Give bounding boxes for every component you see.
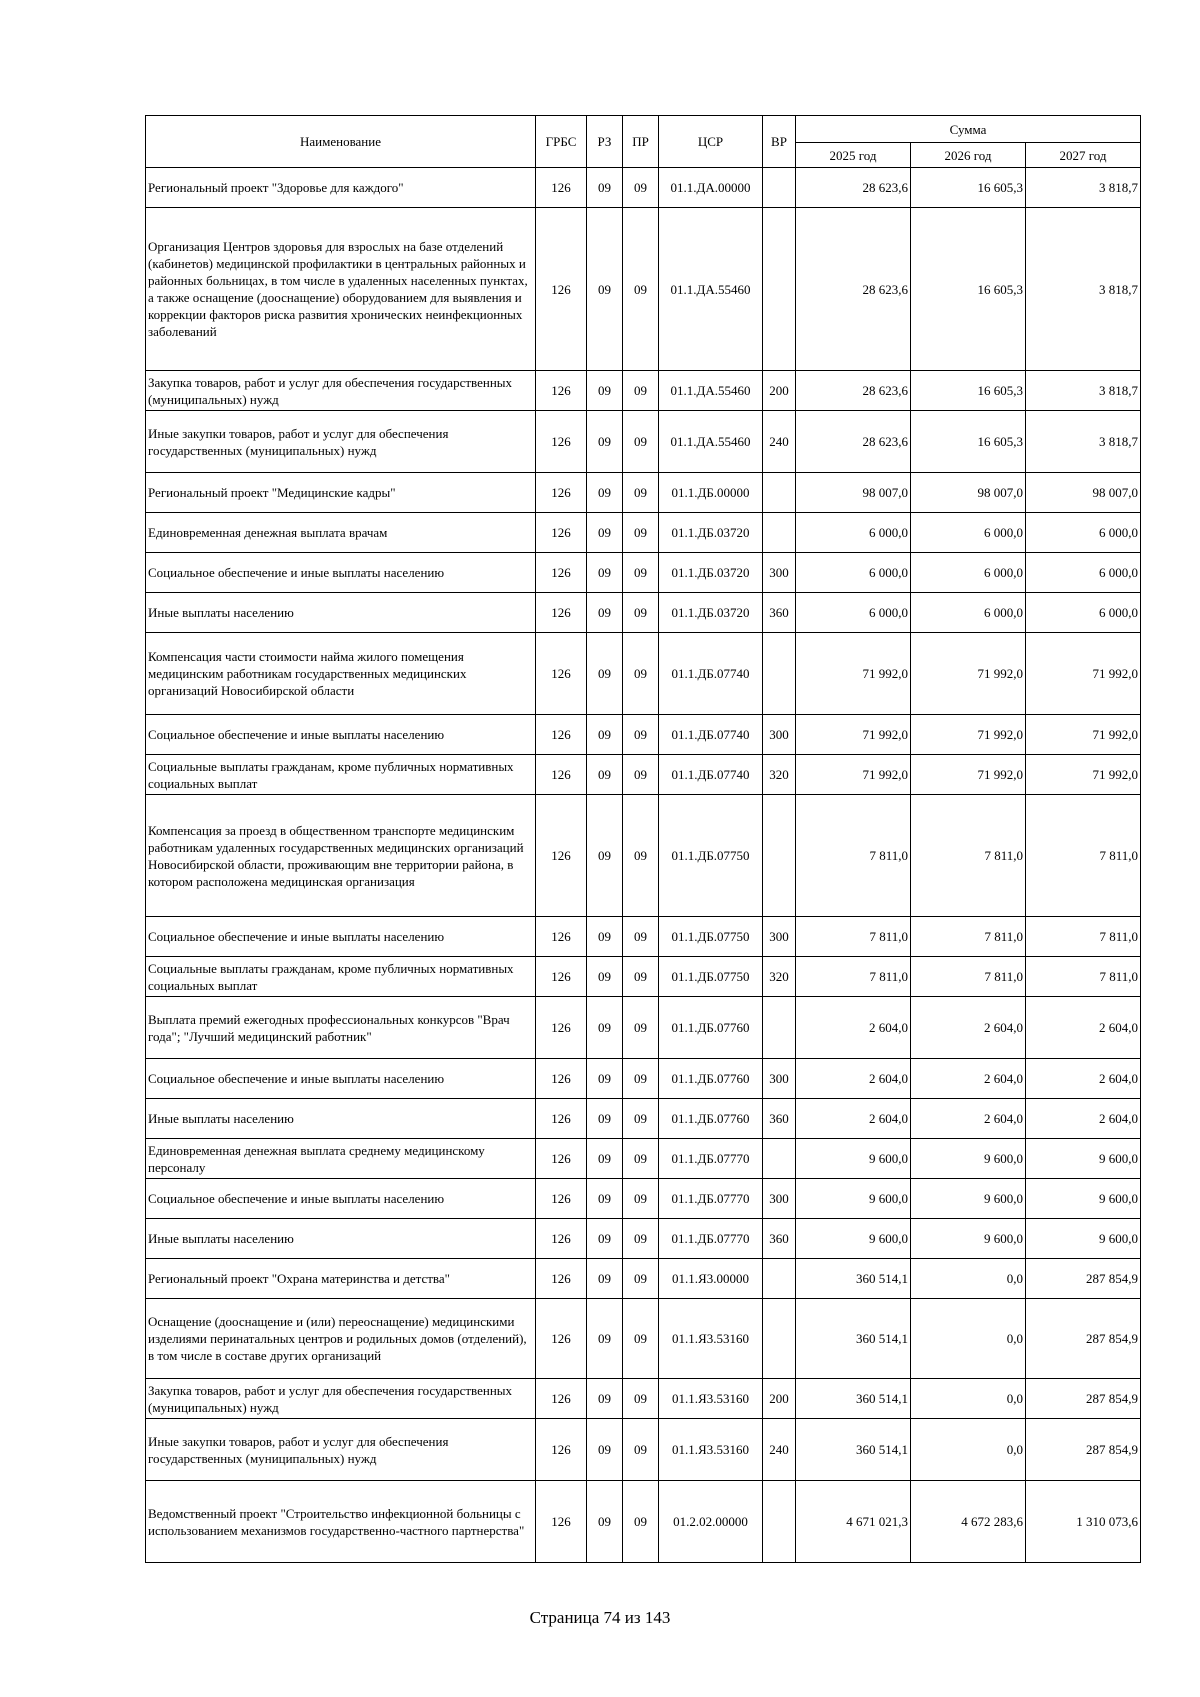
- table-row: [146, 1259, 1141, 1299]
- cell-grbs: 126: [536, 957, 587, 997]
- cell-y2026: 0,0: [911, 1259, 1026, 1299]
- table-row: [146, 633, 1141, 715]
- cell-y2027: 7 811,0: [1026, 795, 1141, 917]
- cell-grbs: 126: [536, 513, 587, 553]
- cell-grbs: 126: [536, 795, 587, 917]
- table-row: [146, 1419, 1141, 1481]
- cell-grbs: 126: [536, 208, 587, 371]
- cell-rz: 09: [587, 917, 623, 957]
- cell-csr: 01.1.ДБ.07740: [659, 633, 763, 715]
- cell-grbs: 126: [536, 917, 587, 957]
- table-row: [146, 755, 1141, 795]
- cell-vr: 300: [763, 553, 796, 593]
- cell-grbs: 126: [536, 1139, 587, 1179]
- cell-y2026: 71 992,0: [911, 715, 1026, 755]
- cell-y2026: 4 672 283,6: [911, 1481, 1026, 1563]
- cell-y2026: 16 605,3: [911, 168, 1026, 208]
- cell-vr: [763, 168, 796, 208]
- cell-y2025: 2 604,0: [796, 997, 911, 1059]
- cell-rz: 09: [587, 755, 623, 795]
- col-header-rz: РЗ: [587, 116, 623, 168]
- cell-y2026: 7 811,0: [911, 917, 1026, 957]
- cell-csr: 01.1.ДБ.00000: [659, 473, 763, 513]
- cell-vr: 240: [763, 411, 796, 473]
- cell-name: Социальное обеспечение и иные выплаты населению: [146, 553, 536, 593]
- table-row: [146, 795, 1141, 917]
- cell-y2025: 28 623,6: [796, 411, 911, 473]
- cell-y2026: 9 600,0: [911, 1139, 1026, 1179]
- col-header-vr: ВР: [763, 116, 796, 168]
- cell-y2025: 6 000,0: [796, 553, 911, 593]
- cell-y2026: 98 007,0: [911, 473, 1026, 513]
- cell-pr: 09: [623, 715, 659, 755]
- table-row: [146, 1379, 1141, 1419]
- cell-pr: 09: [623, 997, 659, 1059]
- cell-y2026: 2 604,0: [911, 997, 1026, 1059]
- cell-y2026: 16 605,3: [911, 411, 1026, 473]
- cell-y2027: 6 000,0: [1026, 593, 1141, 633]
- cell-csr: 01.1.ДБ.03720: [659, 593, 763, 633]
- cell-y2027: 2 604,0: [1026, 1059, 1141, 1099]
- cell-vr: [763, 1139, 796, 1179]
- cell-pr: 09: [623, 633, 659, 715]
- cell-y2026: 7 811,0: [911, 795, 1026, 917]
- cell-y2026: 0,0: [911, 1299, 1026, 1379]
- cell-pr: 09: [623, 795, 659, 917]
- cell-name: Социальное обеспечение и иные выплаты населению: [146, 715, 536, 755]
- cell-y2027: 3 818,7: [1026, 411, 1141, 473]
- table-row: [146, 593, 1141, 633]
- cell-vr: 300: [763, 1179, 796, 1219]
- cell-vr: [763, 997, 796, 1059]
- cell-pr: 09: [623, 1299, 659, 1379]
- cell-rz: 09: [587, 1139, 623, 1179]
- cell-rz: 09: [587, 795, 623, 917]
- cell-y2025: 2 604,0: [796, 1099, 911, 1139]
- cell-csr: 01.1.ДБ.07770: [659, 1179, 763, 1219]
- cell-vr: 300: [763, 1059, 796, 1099]
- cell-y2026: 16 605,3: [911, 208, 1026, 371]
- cell-pr: 09: [623, 1139, 659, 1179]
- cell-y2026: 2 604,0: [911, 1059, 1026, 1099]
- cell-grbs: 126: [536, 371, 587, 411]
- cell-vr: [763, 473, 796, 513]
- cell-y2025: 6 000,0: [796, 513, 911, 553]
- cell-vr: 360: [763, 1099, 796, 1139]
- cell-name: Региональный проект "Здоровье для каждого": [146, 168, 536, 208]
- cell-y2027: 287 854,9: [1026, 1419, 1141, 1481]
- cell-grbs: 126: [536, 997, 587, 1059]
- cell-rz: 09: [587, 208, 623, 371]
- cell-vr: [763, 1299, 796, 1379]
- cell-name: Оснащение (дооснащение и (или) переоснащение) медицинскими изделиями перинатальных центров и родильных домов (отделений), в том числе в составе других организаций: [146, 1299, 536, 1379]
- cell-csr: 01.1.Я3.53160: [659, 1419, 763, 1481]
- cell-grbs: 126: [536, 1099, 587, 1139]
- cell-vr: 200: [763, 1379, 796, 1419]
- cell-name: Региональный проект "Охрана материнства и детства": [146, 1259, 536, 1299]
- cell-vr: 360: [763, 1219, 796, 1259]
- col-header-2026: 2026 год: [911, 143, 1026, 168]
- table-row: [146, 1099, 1141, 1139]
- cell-y2026: 6 000,0: [911, 513, 1026, 553]
- col-header-grbs: ГРБС: [536, 116, 587, 168]
- cell-y2027: 71 992,0: [1026, 633, 1141, 715]
- cell-csr: 01.1.ДБ.07760: [659, 997, 763, 1059]
- cell-vr: 240: [763, 1419, 796, 1481]
- cell-csr: 01.1.ДБ.07760: [659, 1059, 763, 1099]
- cell-y2025: 71 992,0: [796, 633, 911, 715]
- cell-y2027: 9 600,0: [1026, 1179, 1141, 1219]
- cell-pr: 09: [623, 208, 659, 371]
- cell-pr: 09: [623, 957, 659, 997]
- cell-y2025: 71 992,0: [796, 755, 911, 795]
- cell-y2025: 28 623,6: [796, 168, 911, 208]
- cell-y2027: 71 992,0: [1026, 715, 1141, 755]
- cell-grbs: 126: [536, 553, 587, 593]
- col-header-pr: ПР: [623, 116, 659, 168]
- cell-name: Выплата премий ежегодных профессиональных конкурсов "Врач года"; "Лучший медицинский работник": [146, 997, 536, 1059]
- cell-y2027: 98 007,0: [1026, 473, 1141, 513]
- cell-vr: 360: [763, 593, 796, 633]
- cell-y2025: 9 600,0: [796, 1179, 911, 1219]
- cell-name: Организация Центров здоровья для взрослых на базе отделений (кабинетов) медицинской профилактики в центральных районных и районных больницах, в том числе в удаленных населенных пунктах, а также оснащение (дооснащение) оборудованием для выявления и коррекции факторов риска развития хронических неинфекционных заболеваний: [146, 208, 536, 371]
- page-number: Страница 74 из 143: [529, 1608, 671, 1627]
- cell-rz: 09: [587, 633, 623, 715]
- cell-pr: 09: [623, 168, 659, 208]
- cell-y2025: 2 604,0: [796, 1059, 911, 1099]
- cell-pr: 09: [623, 1059, 659, 1099]
- col-header-name: Наименование: [146, 116, 536, 168]
- table-row: [146, 371, 1141, 411]
- cell-y2027: 3 818,7: [1026, 168, 1141, 208]
- cell-grbs: 126: [536, 1419, 587, 1481]
- cell-y2025: 28 623,6: [796, 371, 911, 411]
- cell-rz: 09: [587, 1059, 623, 1099]
- cell-y2027: 1 310 073,6: [1026, 1481, 1141, 1563]
- cell-y2026: 9 600,0: [911, 1179, 1026, 1219]
- cell-grbs: 126: [536, 1059, 587, 1099]
- cell-vr: [763, 795, 796, 917]
- cell-y2025: 9 600,0: [796, 1219, 911, 1259]
- budget-table: [145, 115, 1141, 1563]
- cell-grbs: 126: [536, 593, 587, 633]
- cell-pr: 09: [623, 411, 659, 473]
- cell-grbs: 126: [536, 1179, 587, 1219]
- cell-rz: 09: [587, 168, 623, 208]
- cell-vr: 200: [763, 371, 796, 411]
- cell-name: Социальное обеспечение и иные выплаты населению: [146, 917, 536, 957]
- table-row: [146, 411, 1141, 473]
- col-header-csr: ЦСР: [659, 116, 763, 168]
- cell-csr: 01.1.ДБ.07750: [659, 917, 763, 957]
- cell-y2025: 98 007,0: [796, 473, 911, 513]
- table-row: [146, 997, 1141, 1059]
- cell-rz: 09: [587, 513, 623, 553]
- cell-rz: 09: [587, 957, 623, 997]
- cell-name: Закупка товаров, работ и услуг для обеспечения государственных (муниципальных) нужд: [146, 371, 536, 411]
- cell-csr: 01.1.ДБ.03720: [659, 553, 763, 593]
- cell-pr: 09: [623, 1179, 659, 1219]
- cell-y2026: 0,0: [911, 1379, 1026, 1419]
- cell-name: Социальные выплаты гражданам, кроме публичных нормативных социальных выплат: [146, 957, 536, 997]
- cell-grbs: 126: [536, 715, 587, 755]
- table-row: [146, 513, 1141, 553]
- cell-y2026: 9 600,0: [911, 1219, 1026, 1259]
- cell-csr: 01.1.ДБ.07740: [659, 755, 763, 795]
- cell-y2025: 4 671 021,3: [796, 1481, 911, 1563]
- cell-name: Компенсация за проезд в общественном транспорте медицинским работникам удаленных государственных медицинских организаций Новосибирской области, проживающим вне территории района, в котором расположена медицинская организация: [146, 795, 536, 917]
- cell-name: Иные закупки товаров, работ и услуг для обеспечения государственных (муниципальных) нужд: [146, 1419, 536, 1481]
- table-row: [146, 1059, 1141, 1099]
- cell-y2026: 71 992,0: [911, 633, 1026, 715]
- cell-csr: 01.1.ДА.00000: [659, 168, 763, 208]
- cell-csr: 01.1.ДБ.07760: [659, 1099, 763, 1139]
- cell-grbs: 126: [536, 1259, 587, 1299]
- cell-csr: 01.1.ДА.55460: [659, 371, 763, 411]
- table-row: [146, 1219, 1141, 1259]
- cell-name: Закупка товаров, работ и услуг для обеспечения государственных (муниципальных) нужд: [146, 1379, 536, 1419]
- cell-rz: 09: [587, 1219, 623, 1259]
- cell-csr: 01.1.Я3.53160: [659, 1379, 763, 1419]
- cell-y2025: 360 514,1: [796, 1259, 911, 1299]
- cell-pr: 09: [623, 1419, 659, 1481]
- cell-csr: 01.1.ДБ.07770: [659, 1139, 763, 1179]
- cell-grbs: 126: [536, 1219, 587, 1259]
- cell-y2027: 2 604,0: [1026, 1099, 1141, 1139]
- cell-grbs: 126: [536, 411, 587, 473]
- table-row: [146, 1179, 1141, 1219]
- table-row: [146, 1139, 1141, 1179]
- cell-grbs: 126: [536, 473, 587, 513]
- cell-y2026: 7 811,0: [911, 957, 1026, 997]
- cell-y2025: 360 514,1: [796, 1379, 911, 1419]
- cell-name: Единовременная денежная выплата врачам: [146, 513, 536, 553]
- table-header: [146, 116, 1141, 168]
- table-row: [146, 1299, 1141, 1379]
- cell-y2027: 287 854,9: [1026, 1379, 1141, 1419]
- cell-vr: 320: [763, 957, 796, 997]
- cell-pr: 09: [623, 371, 659, 411]
- table-row: [146, 1481, 1141, 1563]
- table-row: [146, 168, 1141, 208]
- cell-pr: 09: [623, 473, 659, 513]
- cell-y2025: 6 000,0: [796, 593, 911, 633]
- cell-rz: 09: [587, 1259, 623, 1299]
- cell-csr: 01.1.ДБ.07750: [659, 795, 763, 917]
- cell-rz: 09: [587, 593, 623, 633]
- cell-name: Иные выплаты населению: [146, 1219, 536, 1259]
- cell-y2027: 7 811,0: [1026, 957, 1141, 997]
- cell-pr: 09: [623, 1099, 659, 1139]
- cell-y2027: 9 600,0: [1026, 1139, 1141, 1179]
- cell-rz: 09: [587, 1419, 623, 1481]
- cell-rz: 09: [587, 371, 623, 411]
- cell-name: Ведомственный проект "Строительство инфекционной больницы с использованием механизмов государственно-частного партнерства": [146, 1481, 536, 1563]
- cell-name: Единовременная денежная выплата среднему медицинскому персоналу: [146, 1139, 536, 1179]
- cell-name: Иные закупки товаров, работ и услуг для обеспечения государственных (муниципальных) нужд: [146, 411, 536, 473]
- cell-vr: [763, 1259, 796, 1299]
- cell-y2026: 6 000,0: [911, 553, 1026, 593]
- cell-y2025: 9 600,0: [796, 1139, 911, 1179]
- cell-csr: 01.1.ДБ.03720: [659, 513, 763, 553]
- cell-vr: 320: [763, 755, 796, 795]
- cell-y2027: 287 854,9: [1026, 1259, 1141, 1299]
- cell-rz: 09: [587, 473, 623, 513]
- cell-grbs: 126: [536, 1481, 587, 1563]
- cell-vr: 300: [763, 715, 796, 755]
- cell-vr: [763, 633, 796, 715]
- cell-name: Региональный проект "Медицинские кадры": [146, 473, 536, 513]
- cell-y2025: 360 514,1: [796, 1419, 911, 1481]
- cell-csr: 01.1.ДА.55460: [659, 208, 763, 371]
- cell-rz: 09: [587, 997, 623, 1059]
- table-row: [146, 553, 1141, 593]
- cell-name: Иные выплаты населению: [146, 1099, 536, 1139]
- col-header-sum: Сумма: [796, 116, 1141, 143]
- cell-vr: [763, 513, 796, 553]
- table-row: [146, 208, 1141, 371]
- cell-rz: 09: [587, 1379, 623, 1419]
- cell-name: Социальное обеспечение и иные выплаты населению: [146, 1059, 536, 1099]
- cell-grbs: 126: [536, 168, 587, 208]
- cell-rz: 09: [587, 1299, 623, 1379]
- cell-pr: 09: [623, 593, 659, 633]
- table-row: [146, 715, 1141, 755]
- cell-rz: 09: [587, 1481, 623, 1563]
- cell-csr: 01.1.ДА.55460: [659, 411, 763, 473]
- cell-vr: 300: [763, 917, 796, 957]
- cell-csr: 01.1.ДБ.07740: [659, 715, 763, 755]
- cell-y2026: 0,0: [911, 1419, 1026, 1481]
- cell-name: Компенсация части стоимости найма жилого помещения медицинским работникам государственных медицинских организаций Новосибирской области: [146, 633, 536, 715]
- table-body: [146, 168, 1141, 1563]
- cell-rz: 09: [587, 1179, 623, 1219]
- cell-name: Иные выплаты населению: [146, 593, 536, 633]
- cell-vr: [763, 1481, 796, 1563]
- cell-y2027: 9 600,0: [1026, 1219, 1141, 1259]
- cell-y2025: 7 811,0: [796, 917, 911, 957]
- cell-y2026: 6 000,0: [911, 593, 1026, 633]
- cell-y2027: 3 818,7: [1026, 208, 1141, 371]
- cell-y2027: 6 000,0: [1026, 513, 1141, 553]
- cell-y2025: 71 992,0: [796, 715, 911, 755]
- cell-y2025: 7 811,0: [796, 795, 911, 917]
- cell-pr: 09: [623, 755, 659, 795]
- cell-csr: 01.1.Я3.00000: [659, 1259, 763, 1299]
- cell-y2027: 7 811,0: [1026, 917, 1141, 957]
- cell-name: Социальное обеспечение и иные выплаты населению: [146, 1179, 536, 1219]
- cell-y2025: 7 811,0: [796, 957, 911, 997]
- table-row: [146, 957, 1141, 997]
- cell-y2027: 71 992,0: [1026, 755, 1141, 795]
- col-header-2027: 2027 год: [1026, 143, 1141, 168]
- cell-y2026: 2 604,0: [911, 1099, 1026, 1139]
- cell-name: Социальные выплаты гражданам, кроме публичных нормативных социальных выплат: [146, 755, 536, 795]
- cell-pr: 09: [623, 1219, 659, 1259]
- cell-csr: 01.1.ДБ.07770: [659, 1219, 763, 1259]
- cell-rz: 09: [587, 553, 623, 593]
- cell-y2027: 2 604,0: [1026, 997, 1141, 1059]
- cell-pr: 09: [623, 917, 659, 957]
- table-row: [146, 917, 1141, 957]
- cell-grbs: 126: [536, 1379, 587, 1419]
- cell-rz: 09: [587, 1099, 623, 1139]
- cell-vr: [763, 208, 796, 371]
- cell-rz: 09: [587, 715, 623, 755]
- cell-y2027: 6 000,0: [1026, 553, 1141, 593]
- cell-rz: 09: [587, 411, 623, 473]
- cell-pr: 09: [623, 553, 659, 593]
- cell-pr: 09: [623, 1379, 659, 1419]
- cell-pr: 09: [623, 1481, 659, 1563]
- table-row: [146, 473, 1141, 513]
- cell-grbs: 126: [536, 755, 587, 795]
- cell-csr: 01.1.Я3.53160: [659, 1299, 763, 1379]
- cell-y2025: 360 514,1: [796, 1299, 911, 1379]
- col-header-2025: 2025 год: [796, 143, 911, 168]
- cell-y2025: 28 623,6: [796, 208, 911, 371]
- cell-csr: 01.2.02.00000: [659, 1481, 763, 1563]
- cell-y2027: 287 854,9: [1026, 1299, 1141, 1379]
- cell-y2026: 16 605,3: [911, 371, 1026, 411]
- cell-grbs: 126: [536, 1299, 587, 1379]
- cell-pr: 09: [623, 513, 659, 553]
- cell-pr: 09: [623, 1259, 659, 1299]
- cell-grbs: 126: [536, 633, 587, 715]
- cell-csr: 01.1.ДБ.07750: [659, 957, 763, 997]
- cell-y2026: 71 992,0: [911, 755, 1026, 795]
- cell-y2027: 3 818,7: [1026, 371, 1141, 411]
